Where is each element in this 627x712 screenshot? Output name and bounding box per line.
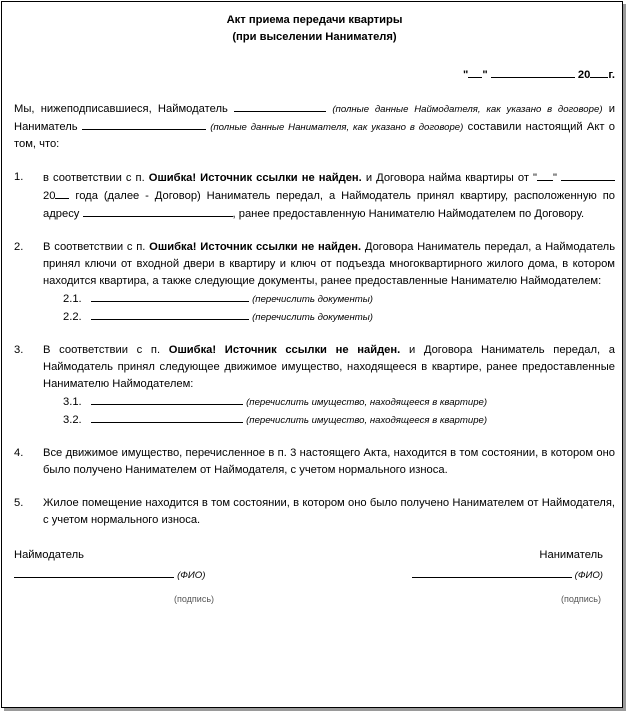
year-suffix: г. <box>608 69 615 81</box>
clause-number: 4. <box>14 447 24 459</box>
year-prefix: 20 <box>43 190 56 202</box>
clause-4 <box>14 445 615 479</box>
tenant-blank <box>82 118 206 130</box>
subclause <box>43 308 615 326</box>
year-blank <box>55 187 69 199</box>
subclause-number: 3.2. <box>63 414 82 426</box>
clause-3 <box>14 342 615 429</box>
intro-text-1: Мы, нижеподписавшиеся, Наймодатель <box>14 103 228 115</box>
intro-text-2: и Наниматель <box>14 103 616 133</box>
document-frame <box>1 1 623 708</box>
tenant-fio-blank <box>412 566 572 578</box>
clause-text: и Договора найма квартиры от <box>365 172 529 184</box>
subclause-note: (перечислить имущество, находящееся в квартире) <box>246 397 488 408</box>
date-line <box>14 66 615 84</box>
clause-number: 5. <box>14 497 24 509</box>
clause-text: В соответствии с п. <box>43 241 146 253</box>
tenant-fio-line <box>412 566 603 584</box>
tenant-signature-caption: (подпись) <box>560 594 601 604</box>
subclause-note: (перечислить документы) <box>252 312 374 323</box>
year-blank <box>590 66 608 78</box>
quote-close: " <box>552 172 557 184</box>
month-blank <box>491 66 575 78</box>
landlord-fio-blank <box>14 566 174 578</box>
landlord-note: (полные данные Наймодателя, как указано в договоре) <box>332 104 603 115</box>
clause-number: 3. <box>14 344 24 356</box>
clause-number: 1. <box>14 171 24 183</box>
subclause-note: (перечислить имущество, находящееся в квартире) <box>246 415 488 426</box>
clause-text: Договора Наниматель передал, а Наймодатель принял ключи от входной двери в квартиру и ключ от подъезда многоквартирного жилого дома, в котором находится квартира, а также следующие документы, ранее предоставленные Нанимателю Наймодателем: <box>43 241 616 287</box>
tenant-fio-label: (ФИО) <box>574 570 603 581</box>
clause-text: Все движимое имущество, перечисленное в п. 3 настоящего Акта, находится в том состоянии, в котором оно было получено Нанимателем от Наймодателя, с учетом нормального износа. <box>43 447 615 476</box>
reference-error: Ошибка! Источник ссылки не найден. <box>149 241 362 253</box>
clause-text: В соответствии с п. <box>43 344 161 356</box>
tenant-note: (полные данные Нанимателя, как указано в договоре) <box>210 122 464 133</box>
subclause-note: (перечислить документы) <box>252 294 374 305</box>
landlord-fio-line <box>14 566 205 584</box>
subclause-number: 2.1. <box>63 293 82 305</box>
date-quote-open: " <box>463 69 469 81</box>
day-blank <box>468 66 482 78</box>
intro-text-3: составили настоящий Акт о том, что: <box>14 121 616 150</box>
subclause <box>43 393 615 411</box>
property-blank <box>91 393 243 405</box>
subclause-number: 3.1. <box>63 396 82 408</box>
document-blank <box>91 290 249 302</box>
clause-text: года (далее - Договор) Наниматель передал, а Наймодатель принял квартиру, расположенную по адресу <box>43 190 616 220</box>
clause-2 <box>14 239 615 326</box>
subclause-number: 2.2. <box>63 311 82 323</box>
clause-text: в соответствии с п. <box>43 172 145 184</box>
date-quote-close: " <box>482 69 488 81</box>
document-title: Акт приема передачи квартиры <box>226 14 403 26</box>
address-blank <box>83 205 233 217</box>
tenant-signature-title: Наниматель <box>539 549 603 561</box>
clause-1 <box>14 169 615 223</box>
clause-text: Жилое помещение находится в том состоянии, в котором оно было получено Нанимателем от Наймодателя, с учетом нормального износа. <box>43 497 615 526</box>
clause-text: , ранее предоставленную Нанимателю Наймодателем по Договору. <box>232 208 585 220</box>
landlord-fio-label: (ФИО) <box>177 570 206 581</box>
document-subtitle: (при выселении Нанимателя) <box>232 31 397 43</box>
month-blank <box>561 169 615 181</box>
document-body <box>14 12 615 619</box>
document-blank <box>91 308 249 320</box>
landlord-signature-caption: (подпись) <box>174 594 215 604</box>
landlord-signature-title: Наймодатель <box>14 549 84 561</box>
quote-open: " <box>533 172 537 184</box>
reference-error: Ошибка! Источник ссылки не найден. <box>168 344 401 356</box>
clause-5 <box>14 495 615 529</box>
property-blank <box>91 411 243 423</box>
year-prefix: 20 <box>577 69 591 81</box>
day-blank <box>537 169 553 181</box>
subclause <box>43 411 615 429</box>
reference-error: Ошибка! Источник ссылки не найден. <box>148 172 362 184</box>
clause-number: 2. <box>14 241 24 253</box>
landlord-blank <box>234 100 326 112</box>
intro-paragraph <box>14 100 615 153</box>
clause-text: и Договора Наниматель передал, а Наймодатель принял следующее движимое имущество, находящееся в квартире, ранее предоставленные Нанимателю Наймодателем: <box>43 344 616 390</box>
signature-block <box>14 547 615 619</box>
subclause <box>43 290 615 308</box>
